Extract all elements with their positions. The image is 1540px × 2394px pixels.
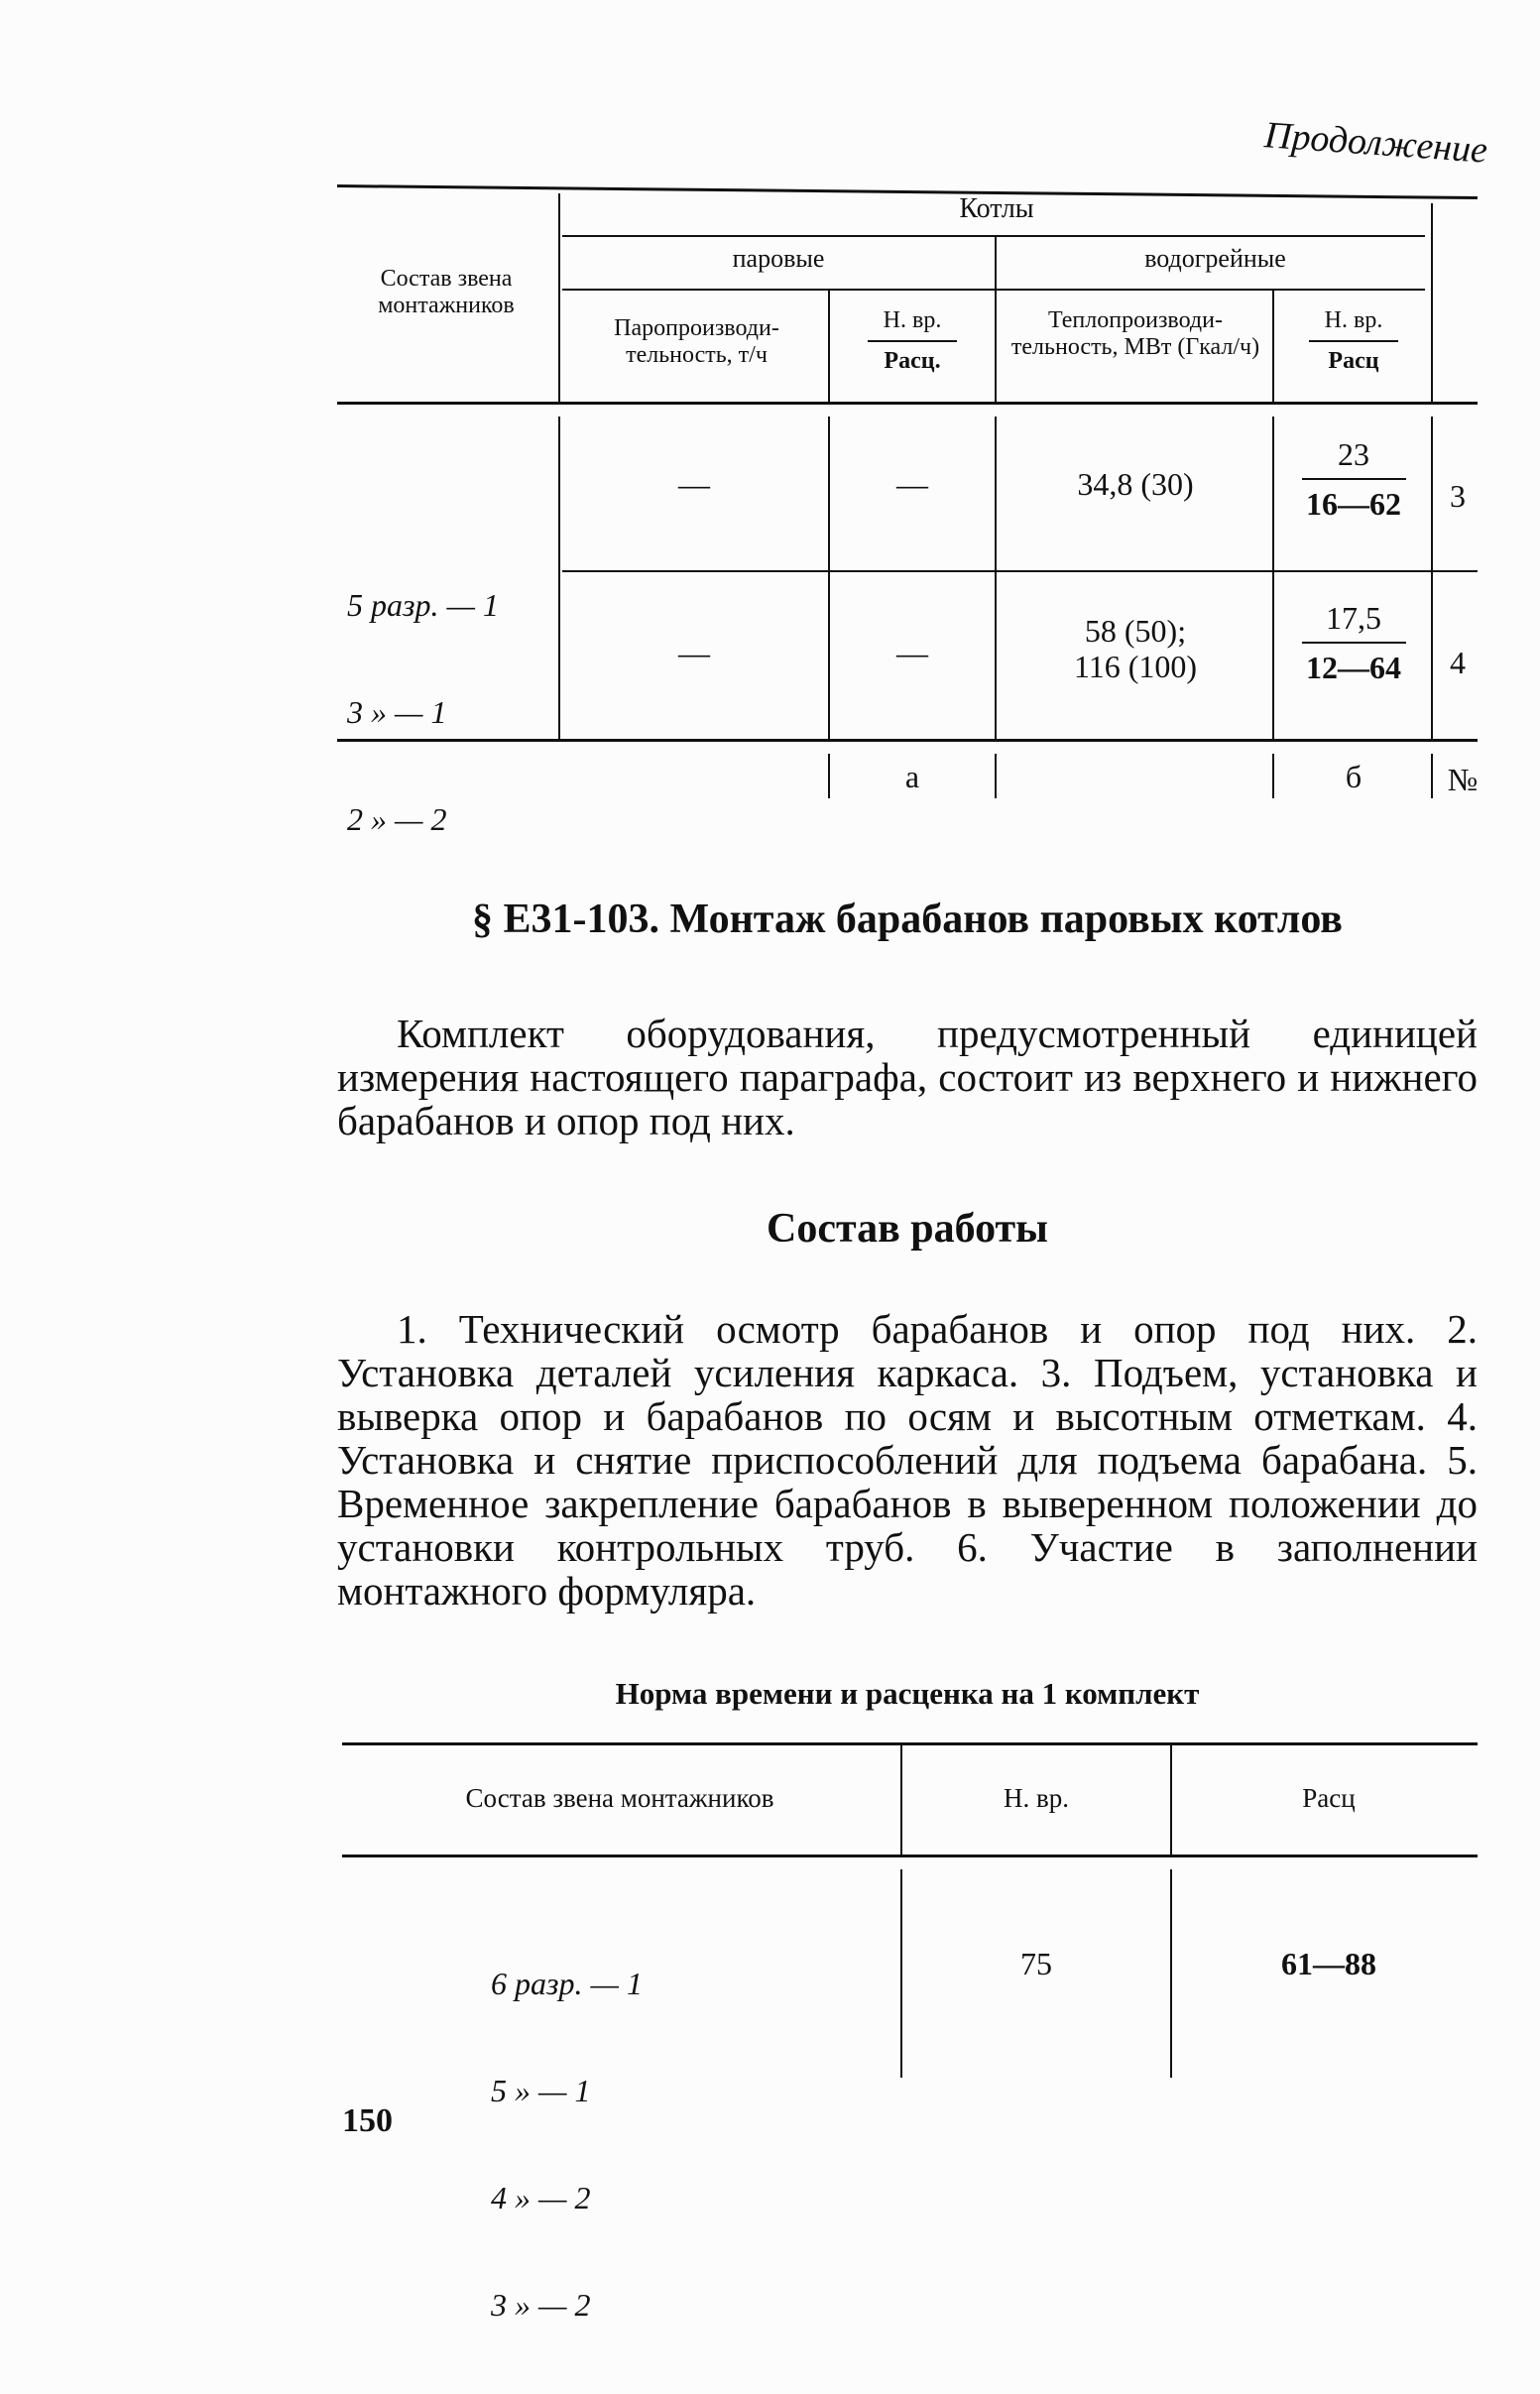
page-number: 150 [342,2102,393,2139]
norm-table-header-crew: Состав звена монтажников [465,1783,774,1813]
header-boilers: Котлы [959,193,1034,224]
footer-b: б [1345,759,1362,794]
norm-table-caption: Норма времени и расценка на 1 комплект [615,1676,1200,1711]
norm-table-header-norm: Н. вр. [1004,1783,1069,1813]
row2-norm: 17,5 12—64 [1279,600,1428,685]
header-steam: паровые [732,244,825,273]
header-water: водогрейные [1144,244,1286,273]
footer-number-sign: № [1447,762,1479,797]
header-water-norm: Н. вр. Расц [1279,307,1428,375]
norm-table-rate-value: 61—88 [1281,1946,1376,1981]
row1-steam-capacity: — [678,466,710,502]
norm-table-norm-value: 75 [1020,1946,1052,1981]
header-heat-capacity: Теплопроизводи-тельность, МВт (Гкал/ч) [1010,307,1260,360]
work-heading: Состав работы [767,1206,1048,1252]
row2-heat-capacity: 58 (50); 116 (100) [1073,613,1198,684]
work-paragraph: 1. Технический осмотр барабанов и опор под них. 2. Установка деталей усиления каркаса. 3. Подъем, установка и выверка опор и барабанов по осям и высотным отметкам. 4. Установка и снятие приспособлений для подъема барабана. 5. Временное закрепление барабанов в выверенном положении до установки контрольных труб. 6. Участие в заполнении монтажного формуляра. [337,1306,1478,1614]
header-crew: Состав звена монтажников [378,266,515,318]
continuation-label: Продолжение [1262,114,1489,172]
footer-a: а [904,759,920,794]
row1-heat-capacity: 34,8 (30) [1077,466,1194,502]
row2-number: 4 [1450,645,1466,680]
norm-table-header-rate: Расц [1302,1783,1356,1813]
norm-table-crew: 6 разр. — 1 5 » — 1 4 » — 2 3 » — 2 [491,1966,643,2323]
header-steam-capacity: Паропроизводи-тельность, т/ч [614,315,779,368]
row1-steam-norm: — [896,466,928,502]
row1-number: 3 [1450,478,1466,514]
row2-steam-norm: — [896,635,928,670]
row1-norm: 23 16—62 [1279,436,1428,522]
crew-composition: 5 разр. — 1 3 » — 1 2 » — 2 [347,587,499,837]
section-title: § Е31-103. Монтаж барабанов паровых котлов [472,897,1343,942]
header-steam-norm: Н. вр. Расц. [838,307,987,375]
intro-paragraph: Комплект оборудования, предусмотренный единицей измерения настоящего параграфа, состоит из верхнего и нижнего барабанов и опор под них. [337,1011,1478,1143]
row2-steam-capacity: — [678,635,710,670]
